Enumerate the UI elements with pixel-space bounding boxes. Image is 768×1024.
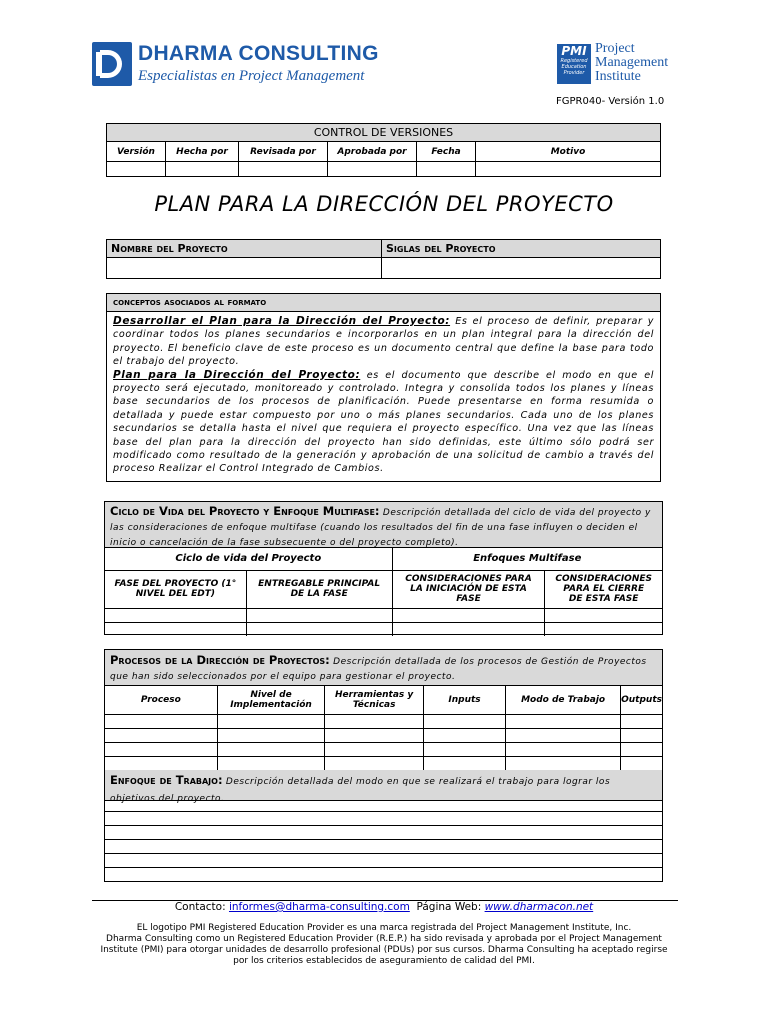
process-cell[interactable] xyxy=(325,756,424,770)
col-implementation-level: Nivel de Implementación xyxy=(217,686,325,714)
document-code: FGPR040- Versión 1.0 xyxy=(556,96,665,107)
process-cell[interactable] xyxy=(621,742,662,756)
processes-table xyxy=(105,686,662,771)
process-cell[interactable] xyxy=(506,728,621,742)
col-approved-by: Aprobada por xyxy=(328,142,417,162)
lifecycle-cell[interactable] xyxy=(392,622,545,636)
lifecycle-header xyxy=(105,502,662,548)
lifecycle-cell[interactable] xyxy=(105,622,246,636)
col-process: Proceso xyxy=(105,686,217,714)
concept-term-1: Desarrollar el Plan para la Dirección del Proyecto: xyxy=(113,315,451,327)
process-cell[interactable] xyxy=(621,756,662,770)
col-outputs: Outputs xyxy=(621,686,662,714)
col-inputs: Inputs xyxy=(423,686,505,714)
lifecycle-desc: Descripción detallada del ciclo de vida del proyecto y las consideraciones de enfoque multifase (cuando los resultados del fin de una fase influyen o deciden el inicio o cancelación de la fase subsecuente o del proyecto completo). xyxy=(110,508,651,548)
process-cell[interactable] xyxy=(325,728,424,742)
process-cell[interactable] xyxy=(423,756,505,770)
lifecycle-table xyxy=(105,548,662,636)
work-approach-line xyxy=(105,839,662,840)
concepts-section xyxy=(106,293,661,482)
col-reason: Motivo xyxy=(476,142,661,162)
lifecycle-group-header: Ciclo de vida del Proyecto xyxy=(105,548,392,570)
project-info-table xyxy=(106,239,661,279)
lifecycle-cell[interactable] xyxy=(545,622,662,636)
multiphase-group-header: Enfoques Multifase xyxy=(392,548,662,570)
process-cell[interactable] xyxy=(506,756,621,770)
process-cell[interactable] xyxy=(506,714,621,728)
dharma-logo-icon xyxy=(92,42,132,86)
brand-name: DHARMA CONSULTING xyxy=(138,42,379,65)
brand-tagline: Especialistas en Project Management xyxy=(138,68,365,84)
project-name-label: Nombre del Proyecto xyxy=(107,240,382,258)
process-cell[interactable] xyxy=(506,742,621,756)
col-reviewed-by: Revisada por xyxy=(239,142,328,162)
col-made-by: Hecha por xyxy=(166,142,239,162)
process-cell[interactable] xyxy=(217,742,325,756)
work-approach-title: Enfoque de Trabajo: xyxy=(110,773,223,787)
process-cell[interactable] xyxy=(105,756,217,770)
work-approach-desc: Descripción detallada del modo en que se realizará el trabajo para lograr los objetivos del proyecto. xyxy=(110,777,611,804)
contact-email-link[interactable]: informes@dharma-consulting.com xyxy=(228,901,410,913)
cell-version[interactable] xyxy=(107,162,166,177)
cell-reviewed-by[interactable] xyxy=(239,162,328,177)
footer-contact xyxy=(0,901,768,913)
processes-title: Procesos de la Dirección de Proyectos: xyxy=(110,653,330,667)
concepts-body xyxy=(107,312,660,476)
legal-line-4: por los criterios establecidos de aseguramiento de calidad del PMI. xyxy=(233,956,535,966)
processes-section xyxy=(104,649,663,882)
col-work-mode: Modo de Trabajo xyxy=(506,686,621,714)
work-approach-line xyxy=(105,853,662,854)
process-cell[interactable] xyxy=(621,714,662,728)
concept-def-1: Es el proceso de definir, preparar y coordinar todos los planes secundarios e incorporarlos en un plan integral para la dirección del proyecto. El beneficio clave de este proceso es un documento central que define la base para todo el trabajo del proyecto. xyxy=(113,316,654,368)
project-acronym-field[interactable] xyxy=(382,258,661,279)
lifecycle-cell[interactable] xyxy=(545,608,662,622)
col-deliverable: ENTREGABLE PRINCIPAL DE LA FASE xyxy=(246,570,392,608)
pmi-logo-text: Project Management Institute xyxy=(595,41,669,84)
process-cell[interactable] xyxy=(217,714,325,728)
concept-def-2: es el documento que describe el modo en que el proyecto será ejecutado, monitoreado y controlado. Integra y consolida todos los planes y líneas base secundarios de los procesos de planificación. Puede presentarse en forma resumida o detallada y puede estar compuesto por uno o más planes secundarios. Cada uno de los planes secundarios se detalla hasta el nivel que requiera el proyecto específico. Una vez que las líneas base del plan para la dirección del proyecto han sido definidas, este último sólo podrá ser modificado como resultado de la generación y aprobación de una solicitud de cambio a través del proceso Realizar el Control Integrado de Cambios. xyxy=(113,369,654,475)
lifecycle-section xyxy=(104,501,663,635)
version-control-table xyxy=(106,123,661,177)
work-approach-header xyxy=(105,770,662,804)
process-cell[interactable] xyxy=(621,728,662,742)
col-phase: FASE DEL PROYECTO (1° NIVEL DEL EDT) xyxy=(105,570,246,608)
project-acronym-label: Siglas del Proyecto xyxy=(382,240,661,258)
legal-line-1: EL logotipo PMI Registered Education Provider es una marca registrada del Project Management Institute, Inc. xyxy=(136,923,632,933)
col-tools: Herramientas y Técnicas xyxy=(325,686,424,714)
process-cell[interactable] xyxy=(325,714,424,728)
cell-reason[interactable] xyxy=(476,162,661,177)
process-cell[interactable] xyxy=(105,742,217,756)
lifecycle-cell[interactable] xyxy=(105,608,246,622)
work-approach-line xyxy=(105,867,662,868)
version-control-title: CONTROL DE VERSIONES xyxy=(107,124,661,142)
document-title: PLAN PARA LA DIRECCIÓN DEL PROYECTO xyxy=(154,192,614,216)
concepts-header: conceptos asociados al formato xyxy=(107,294,660,312)
lifecycle-cell[interactable] xyxy=(246,608,392,622)
lifecycle-title: Ciclo de Vida del Proyecto y Enfoque Multifase: xyxy=(110,504,380,518)
cell-approved-by[interactable] xyxy=(328,162,417,177)
contact-label: Contacto: xyxy=(174,901,226,913)
web-label: Página Web: xyxy=(416,901,482,913)
process-cell[interactable] xyxy=(105,728,217,742)
col-initiation: CONSIDERACIONES PARA LA INICIACIÓN DE ESTA FASE xyxy=(392,570,545,608)
col-version: Versión xyxy=(107,142,166,162)
legal-line-2: Dharma Consulting como un Registered Education Provider (R.E.P.) ha sido revisada y aprobada por el Project Management xyxy=(106,934,662,944)
col-date: Fecha xyxy=(417,142,476,162)
legal-line-3: Institute (PMI) para otorgar unidades de desarrollo profesional (PDUs) por sus cursos. Dharma Consulting ha aceptado regirse xyxy=(100,945,668,955)
concept-term-2: Plan para la Dirección del Proyecto: xyxy=(113,368,361,381)
processes-desc: Descripción detallada de los procesos de Gestión de Proyectos que han sido seleccionados por el equipo para gestionar el proyecto. xyxy=(110,657,647,682)
process-cell[interactable] xyxy=(423,728,505,742)
work-approach-line xyxy=(105,825,662,826)
process-cell[interactable] xyxy=(423,742,505,756)
website-link[interactable]: www.dharmacon.net xyxy=(484,901,594,913)
pmi-rep-logo-icon: PMI Registered Education Provider xyxy=(557,44,591,84)
process-cell[interactable] xyxy=(325,742,424,756)
cell-made-by[interactable] xyxy=(166,162,239,177)
process-cell[interactable] xyxy=(217,756,325,770)
processes-header xyxy=(105,650,662,686)
lifecycle-cell[interactable] xyxy=(246,622,392,636)
project-name-field[interactable] xyxy=(107,258,382,279)
work-approach-line xyxy=(105,811,662,812)
lifecycle-cell[interactable] xyxy=(392,608,545,622)
cell-date[interactable] xyxy=(417,162,476,177)
process-cell[interactable] xyxy=(217,728,325,742)
process-cell[interactable] xyxy=(423,714,505,728)
col-closure: CONSIDERACIONES PARA EL CIERRE DE ESTA FASE xyxy=(545,570,662,608)
process-cell[interactable] xyxy=(105,714,217,728)
